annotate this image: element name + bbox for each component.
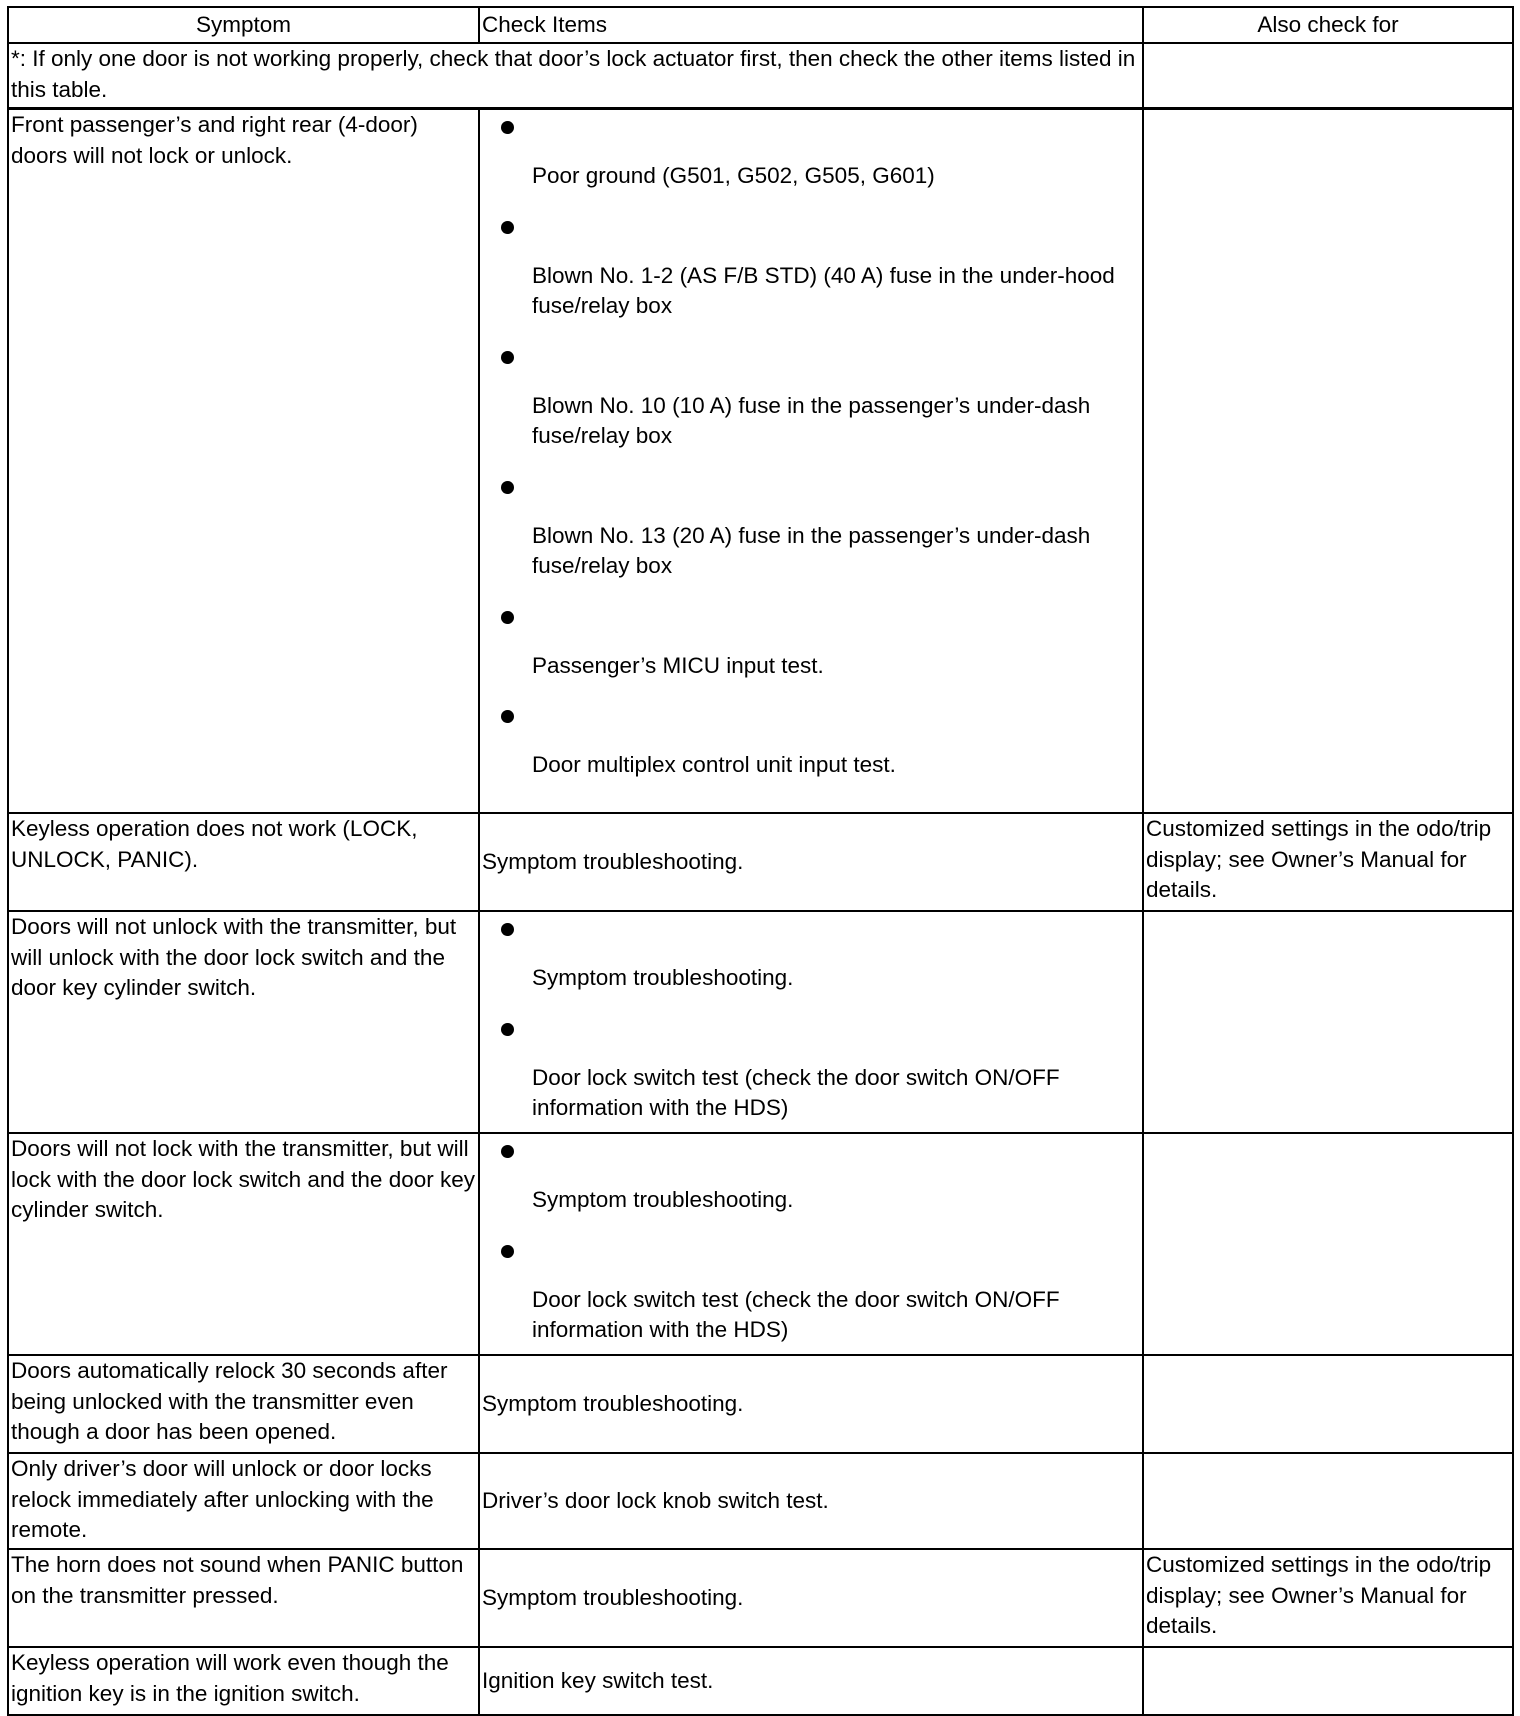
symptom-cell: Doors automatically relock 30 seconds after being unlocked with the transmitter even though a door has been opened.: [8, 1355, 479, 1453]
table-row: [8, 1453, 1513, 1549]
header-check-items: Check Items: [479, 7, 1143, 43]
header-row: [8, 7, 1513, 43]
symptom-cell: The horn does not sound when PANIC button on the transmitter pressed.: [8, 1549, 479, 1647]
troubleshooting-table: [7, 6, 1514, 1716]
check-items-cell: Driver’s door lock knob switch test.: [479, 1453, 1143, 1549]
check-items-cell: Symptom troubleshooting.: [479, 1549, 1143, 1647]
also-check-cell: [1143, 911, 1513, 1133]
symptom-cell: Keyless operation does not work (LOCK, UNLOCK, PANIC).: [8, 813, 479, 911]
table-row: [8, 1647, 1513, 1715]
table-row: [8, 109, 1513, 814]
symptom-cell: Keyless operation will work even though the ignition key is in the ignition switch.: [8, 1647, 479, 1715]
check-items-cell: Symptom troubleshooting.: [479, 1355, 1143, 1453]
check-list: [482, 1134, 1140, 1346]
symptom-cell: Only driver’s door will unlock or door locks relock immediately after unlocking with the remote.: [8, 1453, 479, 1549]
check-items-cell: Ignition key switch test.: [479, 1647, 1143, 1715]
check-list-item: Door lock switch test (check the door switch ON/OFF information with the HDS): [482, 1234, 1140, 1346]
check-list-item: Blown No. 1-2 (AS F/B STD) (40 A) fuse in the under-hood fuse/relay box: [482, 210, 1140, 340]
check-list-item: Symptom troubleshooting.: [482, 912, 1140, 1012]
also-check-cell: Customized settings in the odo/trip display; see Owner’s Manual for details.: [1143, 813, 1513, 911]
bullet-icon: [501, 923, 514, 936]
symptom-cell: Front passenger’s and right rear (4-door) doors will not lock or unlock.: [8, 109, 479, 814]
bullet-icon: [501, 1023, 514, 1036]
check-list-item: Door lock switch test (check the door switch ON/OFF information with the HDS): [482, 1012, 1140, 1124]
bullet-icon: [501, 611, 514, 624]
table-row: [8, 1133, 1513, 1355]
table-row: [8, 1355, 1513, 1453]
bullet-icon: [501, 1145, 514, 1158]
check-items-cell: [479, 911, 1143, 1133]
bullet-icon: [501, 121, 514, 134]
also-check-cell: [1143, 1453, 1513, 1549]
header-also-check: Also check for: [1143, 7, 1513, 43]
note-cell: *: If only one door is not working properly, check that door’s lock actuator first, then check the other items listed in this table.: [8, 43, 1143, 109]
note-empty-cell: [1143, 43, 1513, 109]
bullet-icon: [501, 1245, 514, 1258]
bullet-icon: [501, 351, 514, 364]
bullet-icon: [501, 710, 514, 723]
also-check-cell: [1143, 1355, 1513, 1453]
header-symptom: Symptom: [8, 7, 479, 43]
check-list-item: Poor ground (G501, G502, G505, G601): [482, 110, 1140, 210]
also-check-cell: [1143, 1133, 1513, 1355]
check-list: [482, 110, 1140, 781]
bullet-icon: [501, 221, 514, 234]
table-row: [8, 1549, 1513, 1647]
check-list: [482, 912, 1140, 1124]
bullet-icon: [501, 481, 514, 494]
also-check-cell: Customized settings in the odo/trip display; see Owner’s Manual for details.: [1143, 1549, 1513, 1647]
table-row: [8, 813, 1513, 911]
symptom-cell: Doors will not lock with the transmitter, but will lock with the door lock switch and the door key cylinder switch.: [8, 1133, 479, 1355]
check-items-cell: [479, 1133, 1143, 1355]
table-row: [8, 911, 1513, 1133]
check-list-item: Symptom troubleshooting.: [482, 1134, 1140, 1234]
also-check-cell: [1143, 1647, 1513, 1715]
check-list-item: Blown No. 10 (10 A) fuse in the passenger’s under-dash fuse/relay box: [482, 340, 1140, 470]
check-items-cell: [479, 109, 1143, 814]
check-list-item: Door multiplex control unit input test.: [482, 699, 1140, 781]
check-list-item: Blown No. 13 (20 A) fuse in the passenger’s under-dash fuse/relay box: [482, 470, 1140, 600]
note-row: [8, 43, 1513, 109]
troubleshooting-table-wrapper: [7, 6, 1514, 1716]
also-check-cell: [1143, 109, 1513, 814]
check-list-item: Passenger’s MICU input test.: [482, 600, 1140, 700]
check-items-cell: Symptom troubleshooting.: [479, 813, 1143, 911]
symptom-cell: Doors will not unlock with the transmitter, but will unlock with the door lock switch and the door key cylinder switch.: [8, 911, 479, 1133]
